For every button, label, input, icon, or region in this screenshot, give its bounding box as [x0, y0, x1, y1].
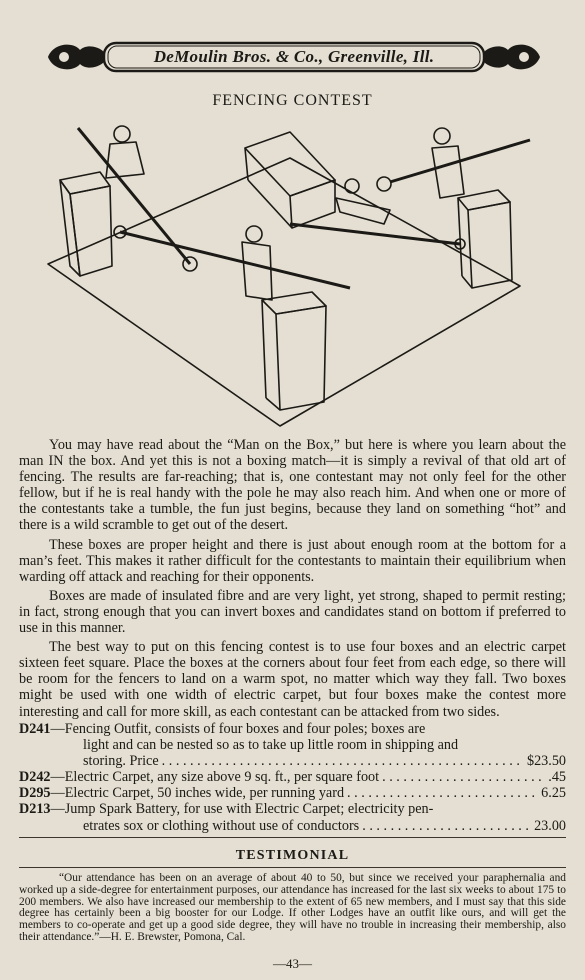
product-description: light and can be nested so as to take up little room in shipping and: [83, 737, 459, 754]
product-description: etrates sox or clothing without use of conductors: [83, 817, 360, 834]
product-description: —Electric Carpet, 50 inches wide, per running yard: [50, 785, 345, 802]
product-price: $23.50: [526, 753, 566, 770]
divider: [19, 837, 566, 838]
product-price: .45: [548, 769, 566, 786]
product-item: [19, 769, 566, 785]
product-code: D213: [19, 801, 51, 818]
product-description: —Fencing Outfit, consists of four boxes and four poles; boxes are: [50, 721, 426, 737]
product-description: —Jump Spark Battery, for use with Electric Carpet; electricity pen-: [50, 801, 434, 818]
product-item: [19, 801, 566, 833]
leader-dots: [347, 785, 538, 801]
header-title: DeMoulin Bros. & Co., Greenville, Ill.: [153, 47, 435, 66]
product-code: D295: [19, 785, 51, 802]
paragraph: Boxes are made of insulated fibre and are very light, yet strong, shaped to permit resting; in fact, strong enough that you can invert boxes and candidates stand on bottom if preferred to use in this manner.: [19, 587, 566, 637]
product-price: 23.00: [534, 817, 566, 834]
product-code: D242: [19, 769, 51, 786]
divider: [19, 867, 566, 868]
page-title: FENCING CONTEST: [212, 92, 373, 109]
fencing-contest-illustration: [40, 116, 540, 436]
article-body: [19, 437, 566, 723]
page-header: [44, 38, 544, 76]
page-number: —43—: [273, 956, 312, 971]
product-description: storing. Price: [83, 753, 159, 770]
leader-dots: [162, 753, 524, 769]
leader-dots: [382, 769, 545, 785]
product-item: [19, 721, 566, 769]
leader-dots: [362, 818, 531, 834]
paragraph: You may have read about the “Man on the Box,” but here is where you learn about the man IN the box. And yet this is not a boxing match—it is simply a revival of that old art of fencing. The results are far-reaching; that is, one contestant may not only feel for the other fellow, but if he is real handy with the pole he may also reach him. And when one or more of the contestants take a tumble, the fun just begins, because they land on something “hot” and there is a wild scramble to get out of the desert.: [19, 437, 566, 534]
product-price: 6.25: [541, 785, 566, 802]
product-item: [19, 785, 566, 801]
product-code: D241: [19, 721, 51, 737]
product-description: —Electric Carpet, any size above 9 sq. ft., per square foot: [50, 769, 380, 786]
testimonial-text: “Our attendance has been on an average of about 40 to 50, but since we received your paraphernalia and worked up a side-degree for entertainment purposes, our attendance has increased for the last six weeks to about 175 to 200 members. We also have increased our membership to the extent of 65 new members, and I must say that this side degree has certainly been a big booster for our Lodge. If other Lodges have an outfit like ours, and will get the members to co-operate and get up a good side degree, they will have no trouble in increasing their membership, also their attendance.”—H. E. Brewster, Pomona, Cal.: [19, 872, 566, 943]
testimonial-heading: TESTIMONIAL: [235, 848, 350, 863]
paragraph: The best way to put on this fencing contest is to use four boxes and an electric carpet sixteen feet square. Place the boxes at the corners about four feet from each edge, so there will be room for the fencers to land on a warm spot, no matter which way they fall. Two boxes might be used with one width of electric carpet, but four boxes make the contest more interesting and call for more skill, as each contestant can be attacked from two sides.: [19, 639, 566, 720]
paragraph: These boxes are proper height and there is just about enough room at the bottom for a man’s feet. This makes it rather difficult for the contestants to maintain their equilibrium when warding off attack and reaching for their opponents.: [19, 536, 566, 585]
product-list: [19, 721, 566, 834]
